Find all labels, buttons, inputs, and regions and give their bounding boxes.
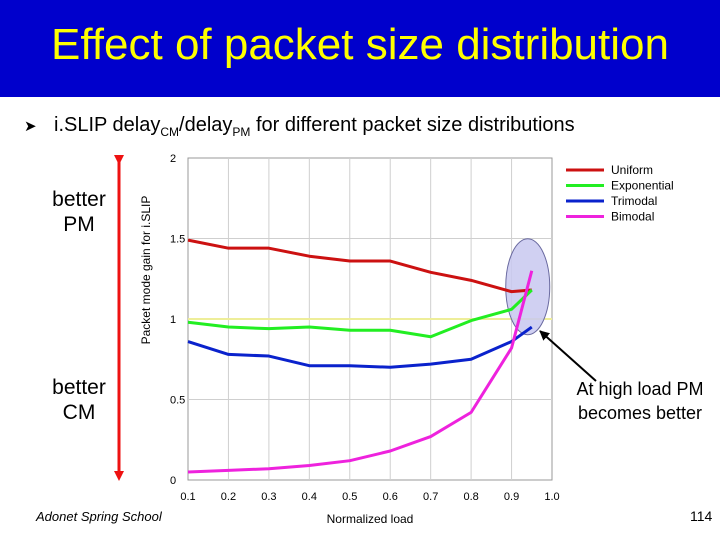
y-axis-title: Packet mode gain for i.SLIP [139,195,153,345]
legend-label-trimodal: Trimodal [611,194,658,208]
bullet-suffix: for different packet size distributions [250,114,575,136]
better-cm-label: better CM [52,376,106,424]
x-tick-label: 0.2 [220,491,237,503]
bullet-sub-pm: PM [232,125,251,139]
x-tick-label: 0.4 [301,491,317,503]
x-tick-label: 0.3 [261,491,277,503]
slide-title: Effect of packet size distribution [51,20,669,69]
legend-label-exponential: Exponential [611,178,674,193]
x-tick-label: 0.7 [423,491,439,503]
x-tick-label: 0.5 [342,491,358,503]
bullet-sub-cm: CM [160,125,180,139]
better-pm-label: better PM [52,188,106,236]
bullet-prefix: i.SLIP delay [54,114,161,136]
legend-label-uniform: Uniform [611,163,654,177]
x-tick-label: 0.8 [463,491,479,503]
y-tick-label: 1.5 [170,233,186,246]
x-tick-label: 0.1 [180,491,196,503]
x-axis-title: Normalized load [326,512,414,526]
x-tick-label: 1.0 [544,491,560,503]
footer-text: Adonet Spring School [36,509,162,524]
y-tick-label: 0 [170,475,177,487]
legend-label-bimodal: Bimodal [611,209,655,224]
x-tick-label: 0.6 [382,491,398,503]
page-number: 114 [690,508,713,524]
y-tick-label: 1 [170,314,177,326]
y-tick-label: 2 [170,153,177,165]
bullet-mid: /delay [179,114,233,136]
annotation-text: At high load PM becomes better [576,379,704,423]
x-tick-label: 0.9 [503,491,520,503]
y-tick-label: 0.5 [170,394,186,407]
bullet-arrow-icon: ➤ [24,118,37,135]
